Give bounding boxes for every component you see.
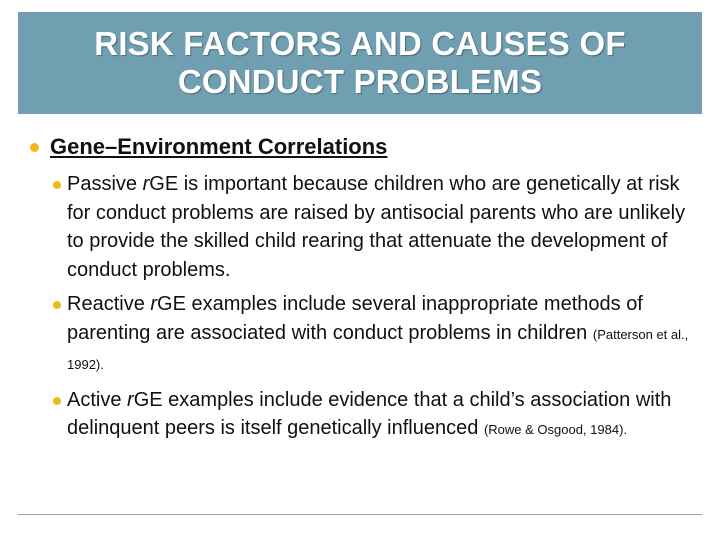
- sub-bullet-list: [53, 170, 690, 445]
- slide-content: [30, 130, 690, 451]
- bullet-dot-icon: [30, 143, 39, 152]
- slide-title-line-2: CONDUCT PROBLEMS: [177, 63, 543, 100]
- bottom-divider: [18, 514, 702, 515]
- item-r-italic: r: [127, 388, 134, 411]
- section-bullet: [30, 130, 690, 164]
- title-banner: [18, 12, 702, 114]
- item-r-italic: r: [150, 293, 158, 315]
- list-item-passive: [53, 170, 690, 284]
- section-heading: Gene–Environment Correlations: [50, 134, 388, 159]
- list-item-active: [53, 386, 690, 445]
- item-body: GE examples include evidence that a child’s association with delinquent peers is itself genetically influenced: [67, 388, 672, 439]
- bullet-dot-icon: [53, 181, 61, 189]
- item-text: [67, 386, 690, 445]
- item-lead: Passive: [67, 173, 143, 195]
- item-text: [67, 290, 690, 380]
- item-body: GE examples include several inappropriate methods of parenting are associated with conduct problems in children: [67, 293, 643, 344]
- item-body: GE is important because children who are genetically at risk for conduct problems are raised by antisocial parents who are unlikely to provide the skilled child rearing that attenuate the development of conduct problems.: [67, 173, 686, 281]
- item-lead: Reactive: [67, 293, 151, 315]
- item-citation: (Rowe & Osgood, 1984).: [483, 422, 628, 437]
- bullet-dot-icon: [53, 301, 61, 309]
- item-citation: (Patterson et al., 1992).: [67, 326, 689, 372]
- list-item-reactive: [53, 290, 690, 380]
- item-r-italic: r: [142, 173, 150, 195]
- item-text: [67, 170, 690, 284]
- item-lead: Active: [67, 388, 128, 411]
- bullet-dot-icon: [53, 397, 61, 405]
- slide-title-line-1: RISK FACTORS AND CAUSES OF: [94, 25, 626, 62]
